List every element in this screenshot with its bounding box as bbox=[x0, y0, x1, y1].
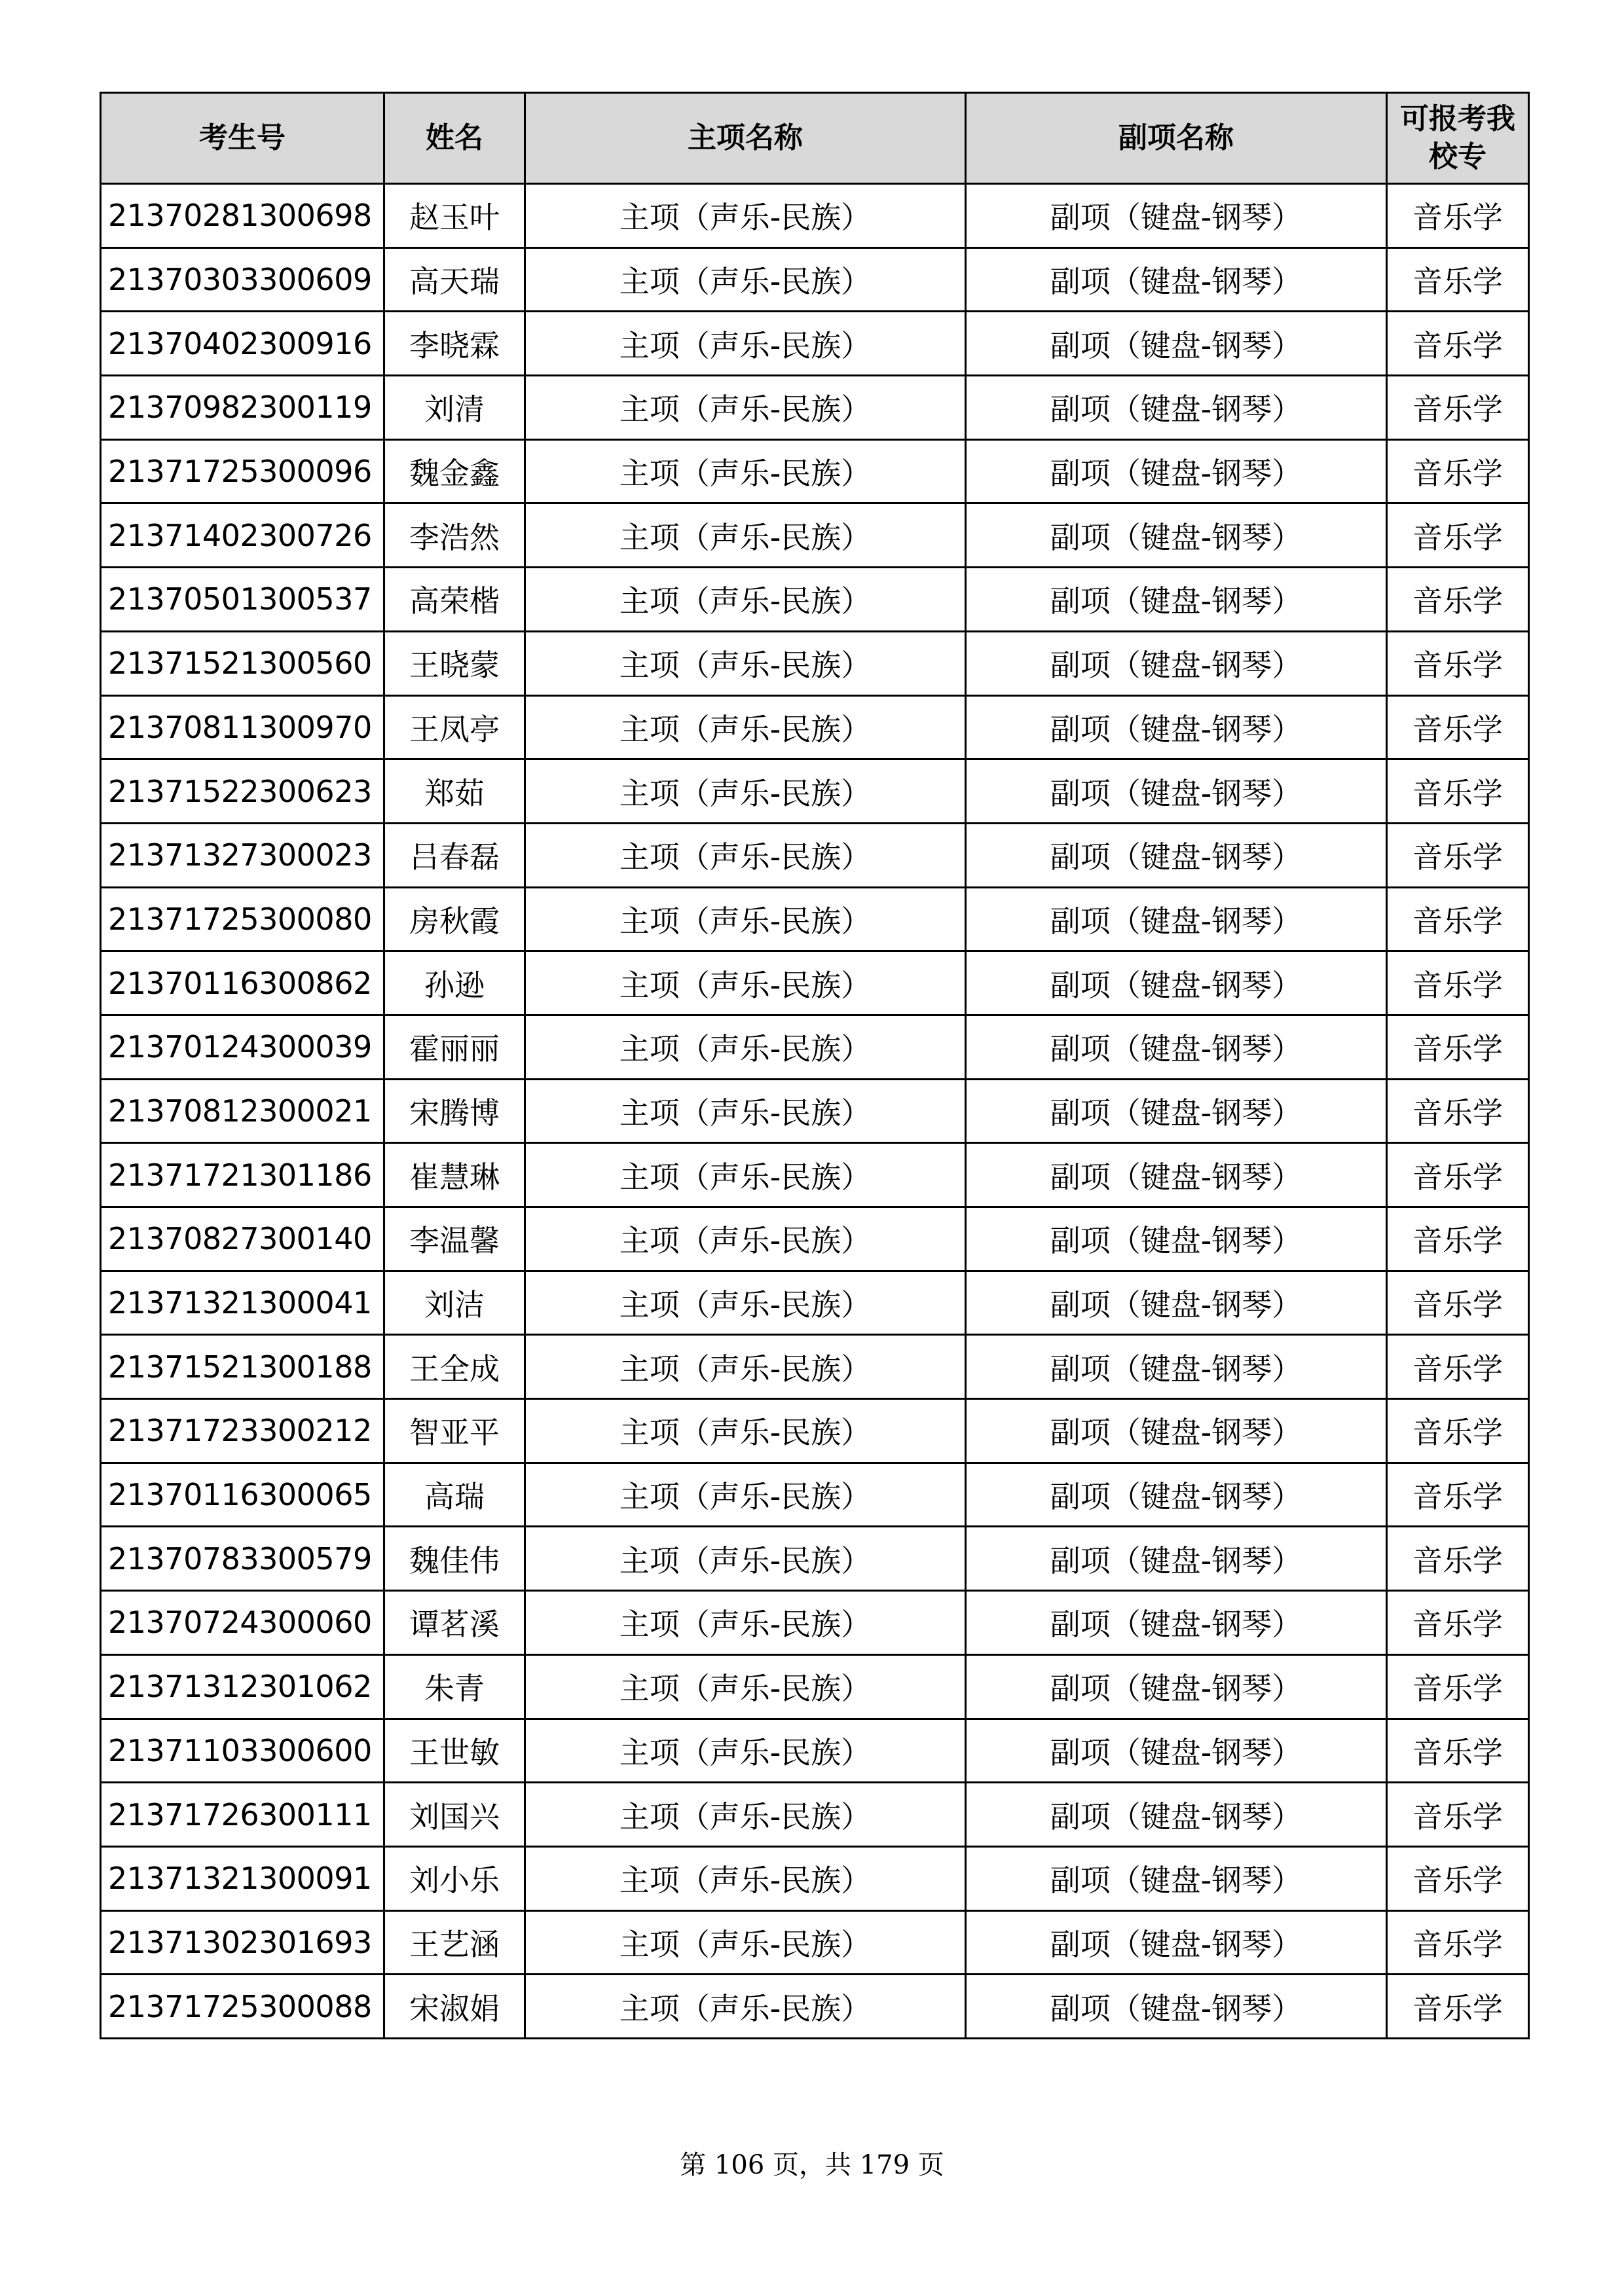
eligible-major-cell: 音乐学 bbox=[1387, 1591, 1529, 1655]
exam-number-cell: 21370827300140 bbox=[101, 1207, 384, 1271]
admission-table bbox=[100, 92, 1530, 2039]
table-row bbox=[101, 439, 1529, 503]
exam-number-cell: 21370501300537 bbox=[101, 568, 384, 632]
major-item-cell: 主项（声乐-民族） bbox=[525, 568, 966, 632]
name-cell: 刘国兴 bbox=[384, 1783, 525, 1847]
exam-number-cell: 21370124300039 bbox=[101, 1015, 384, 1079]
minor-item-cell: 副项（键盘-钢琴） bbox=[966, 1527, 1387, 1591]
major-item-cell: 主项（声乐-民族） bbox=[525, 1271, 966, 1335]
minor-item-cell: 副项（键盘-钢琴） bbox=[966, 247, 1387, 312]
major-item-cell: 主项（声乐-民族） bbox=[525, 759, 966, 824]
minor-item-cell: 副项（键盘-钢琴） bbox=[966, 695, 1387, 759]
table-row bbox=[101, 1591, 1529, 1655]
major-item-cell: 主项（声乐-民族） bbox=[525, 247, 966, 312]
table-row bbox=[101, 1527, 1529, 1591]
name-cell: 王世敏 bbox=[384, 1719, 525, 1783]
major-item-cell: 主项（声乐-民族） bbox=[525, 1591, 966, 1655]
table-row bbox=[101, 312, 1529, 376]
exam-number-cell: 21371103300600 bbox=[101, 1719, 384, 1783]
major-item-cell: 主项（声乐-民族） bbox=[525, 1143, 966, 1207]
exam-number-cell: 21370116300862 bbox=[101, 951, 384, 1015]
exam-number-cell: 21370982300119 bbox=[101, 376, 384, 440]
exam-number-cell: 21370783300579 bbox=[101, 1527, 384, 1591]
minor-item-cell: 副项（键盘-钢琴） bbox=[966, 1719, 1387, 1783]
name-cell: 王凤亭 bbox=[384, 695, 525, 759]
eligible-major-cell: 音乐学 bbox=[1387, 695, 1529, 759]
table-row bbox=[101, 1079, 1529, 1143]
exam-number-cell: 21370402300916 bbox=[101, 312, 384, 376]
minor-item-cell: 副项（键盘-钢琴） bbox=[966, 439, 1387, 503]
name-cell: 刘洁 bbox=[384, 1271, 525, 1335]
name-cell: 霍丽丽 bbox=[384, 1015, 525, 1079]
table-row bbox=[101, 1975, 1529, 2039]
eligible-major-cell: 音乐学 bbox=[1387, 503, 1529, 568]
name-cell: 吕春磊 bbox=[384, 823, 525, 887]
name-cell: 刘清 bbox=[384, 376, 525, 440]
major-item-cell: 主项（声乐-民族） bbox=[525, 439, 966, 503]
eligible-major-cell: 音乐学 bbox=[1387, 312, 1529, 376]
table-row bbox=[101, 1271, 1529, 1335]
table-row bbox=[101, 503, 1529, 568]
table-row bbox=[101, 1335, 1529, 1399]
table-row bbox=[101, 1463, 1529, 1527]
name-cell: 高天瑞 bbox=[384, 247, 525, 312]
exam-number-cell: 21371302301693 bbox=[101, 1910, 384, 1975]
exam-number-cell: 21371522300623 bbox=[101, 759, 384, 824]
table-row bbox=[101, 184, 1529, 248]
name-cell: 李浩然 bbox=[384, 503, 525, 568]
table-row bbox=[101, 1719, 1529, 1783]
name-cell: 崔慧琳 bbox=[384, 1143, 525, 1207]
eligible-major-cell: 音乐学 bbox=[1387, 887, 1529, 951]
name-cell: 智亚平 bbox=[384, 1399, 525, 1463]
header-major-item: 主项名称 bbox=[525, 93, 966, 184]
eligible-major-cell: 音乐学 bbox=[1387, 631, 1529, 695]
table-row bbox=[101, 1783, 1529, 1847]
page-number: 第 106 页，共 179 页 bbox=[680, 2150, 944, 2180]
name-cell: 宋淑娟 bbox=[384, 1975, 525, 2039]
minor-item-cell: 副项（键盘-钢琴） bbox=[966, 1654, 1387, 1719]
major-item-cell: 主项（声乐-民族） bbox=[525, 695, 966, 759]
exam-number-cell: 21371321300091 bbox=[101, 1846, 384, 1910]
major-item-cell: 主项（声乐-民族） bbox=[525, 887, 966, 951]
exam-number-cell: 21371327300023 bbox=[101, 823, 384, 887]
major-item-cell: 主项（声乐-民族） bbox=[525, 1783, 966, 1847]
table-row bbox=[101, 376, 1529, 440]
table-row bbox=[101, 695, 1529, 759]
eligible-major-cell: 音乐学 bbox=[1387, 1654, 1529, 1719]
minor-item-cell: 副项（键盘-钢琴） bbox=[966, 184, 1387, 248]
name-cell: 孙逊 bbox=[384, 951, 525, 1015]
name-cell: 李温馨 bbox=[384, 1207, 525, 1271]
table-row bbox=[101, 1910, 1529, 1975]
minor-item-cell: 副项（键盘-钢琴） bbox=[966, 1079, 1387, 1143]
table-row bbox=[101, 1207, 1529, 1271]
name-cell: 房秋霞 bbox=[384, 887, 525, 951]
table-row bbox=[101, 759, 1529, 824]
exam-number-cell: 21371721301186 bbox=[101, 1143, 384, 1207]
exam-number-cell: 21370281300698 bbox=[101, 184, 384, 248]
exam-number-cell: 21370116300065 bbox=[101, 1463, 384, 1527]
major-item-cell: 主项（声乐-民族） bbox=[525, 1015, 966, 1079]
minor-item-cell: 副项（键盘-钢琴） bbox=[966, 568, 1387, 632]
exam-number-cell: 21371321300041 bbox=[101, 1271, 384, 1335]
eligible-major-cell: 音乐学 bbox=[1387, 247, 1529, 312]
minor-item-cell: 副项（键盘-钢琴） bbox=[966, 1591, 1387, 1655]
eligible-major-cell: 音乐学 bbox=[1387, 376, 1529, 440]
minor-item-cell: 副项（键盘-钢琴） bbox=[966, 887, 1387, 951]
minor-item-cell: 副项（键盘-钢琴） bbox=[966, 631, 1387, 695]
minor-item-cell: 副项（键盘-钢琴） bbox=[966, 1975, 1387, 2039]
major-item-cell: 主项（声乐-民族） bbox=[525, 1463, 966, 1527]
name-cell: 王晓蒙 bbox=[384, 631, 525, 695]
eligible-major-cell: 音乐学 bbox=[1387, 1207, 1529, 1271]
header-name: 姓名 bbox=[384, 93, 525, 184]
major-item-cell: 主项（声乐-民族） bbox=[525, 1719, 966, 1783]
major-item-cell: 主项（声乐-民族） bbox=[525, 1527, 966, 1591]
minor-item-cell: 副项（键盘-钢琴） bbox=[966, 312, 1387, 376]
header-exam-number: 考生号 bbox=[101, 93, 384, 184]
exam-number-cell: 21370811300970 bbox=[101, 695, 384, 759]
eligible-major-cell: 音乐学 bbox=[1387, 1463, 1529, 1527]
table-row bbox=[101, 1654, 1529, 1719]
exam-number-cell: 21371521300188 bbox=[101, 1335, 384, 1399]
minor-item-cell: 副项（键盘-钢琴） bbox=[966, 1335, 1387, 1399]
major-item-cell: 主项（声乐-民族） bbox=[525, 1654, 966, 1719]
major-item-cell: 主项（声乐-民族） bbox=[525, 503, 966, 568]
major-item-cell: 主项（声乐-民族） bbox=[525, 184, 966, 248]
major-item-cell: 主项（声乐-民族） bbox=[525, 823, 966, 887]
minor-item-cell: 副项（键盘-钢琴） bbox=[966, 759, 1387, 824]
eligible-major-cell: 音乐学 bbox=[1387, 1975, 1529, 2039]
exam-number-cell: 21370724300060 bbox=[101, 1591, 384, 1655]
eligible-major-cell: 音乐学 bbox=[1387, 1079, 1529, 1143]
eligible-major-cell: 音乐学 bbox=[1387, 1719, 1529, 1783]
table-row bbox=[101, 1846, 1529, 1910]
major-item-cell: 主项（声乐-民族） bbox=[525, 1335, 966, 1399]
table-row bbox=[101, 568, 1529, 632]
eligible-major-cell: 音乐学 bbox=[1387, 1143, 1529, 1207]
major-item-cell: 主项（声乐-民族） bbox=[525, 1846, 966, 1910]
eligible-major-cell: 音乐学 bbox=[1387, 823, 1529, 887]
exam-number-cell: 21371725300088 bbox=[101, 1975, 384, 2039]
name-cell: 宋腾博 bbox=[384, 1079, 525, 1143]
exam-number-cell: 21370812300021 bbox=[101, 1079, 384, 1143]
minor-item-cell: 副项（键盘-钢琴） bbox=[966, 1015, 1387, 1079]
name-cell: 高荣楷 bbox=[384, 568, 525, 632]
header-minor-item: 副项名称 bbox=[966, 93, 1387, 184]
table-header bbox=[101, 93, 1529, 184]
major-item-cell: 主项（声乐-民族） bbox=[525, 1079, 966, 1143]
exam-number-cell: 21371725300096 bbox=[101, 439, 384, 503]
exam-number-cell: 21371312301062 bbox=[101, 1654, 384, 1719]
table-row bbox=[101, 951, 1529, 1015]
eligible-major-cell: 音乐学 bbox=[1387, 1527, 1529, 1591]
eligible-major-cell: 音乐学 bbox=[1387, 568, 1529, 632]
name-cell: 魏金鑫 bbox=[384, 439, 525, 503]
eligible-major-cell: 音乐学 bbox=[1387, 1846, 1529, 1910]
minor-item-cell: 副项（键盘-钢琴） bbox=[966, 1783, 1387, 1847]
minor-item-cell: 副项（键盘-钢琴） bbox=[966, 1399, 1387, 1463]
minor-item-cell: 副项（键盘-钢琴） bbox=[966, 503, 1387, 568]
name-cell: 李晓霖 bbox=[384, 312, 525, 376]
eligible-major-cell: 音乐学 bbox=[1387, 951, 1529, 1015]
table-row bbox=[101, 247, 1529, 312]
table-row bbox=[101, 1399, 1529, 1463]
major-item-cell: 主项（声乐-民族） bbox=[525, 631, 966, 695]
eligible-major-cell: 音乐学 bbox=[1387, 439, 1529, 503]
minor-item-cell: 副项（键盘-钢琴） bbox=[966, 823, 1387, 887]
name-cell: 郑茹 bbox=[384, 759, 525, 824]
major-item-cell: 主项（声乐-民族） bbox=[525, 1910, 966, 1975]
eligible-major-cell: 音乐学 bbox=[1387, 1910, 1529, 1975]
eligible-major-cell: 音乐学 bbox=[1387, 1399, 1529, 1463]
minor-item-cell: 副项（键盘-钢琴） bbox=[966, 1143, 1387, 1207]
major-item-cell: 主项（声乐-民族） bbox=[525, 312, 966, 376]
exam-number-cell: 21370303300609 bbox=[101, 247, 384, 312]
table-body bbox=[101, 184, 1529, 2039]
eligible-major-cell: 音乐学 bbox=[1387, 1271, 1529, 1335]
name-cell: 魏佳伟 bbox=[384, 1527, 525, 1591]
header-row bbox=[101, 93, 1529, 184]
table-row bbox=[101, 1143, 1529, 1207]
exam-number-cell: 21371402300726 bbox=[101, 503, 384, 568]
minor-item-cell: 副项（键盘-钢琴） bbox=[966, 1463, 1387, 1527]
minor-item-cell: 副项（键盘-钢琴） bbox=[966, 951, 1387, 1015]
name-cell: 王全成 bbox=[384, 1335, 525, 1399]
major-item-cell: 主项（声乐-民族） bbox=[525, 1975, 966, 2039]
exam-number-cell: 21371723300212 bbox=[101, 1399, 384, 1463]
name-cell: 王艺涵 bbox=[384, 1910, 525, 1975]
exam-number-cell: 21371725300080 bbox=[101, 887, 384, 951]
major-item-cell: 主项（声乐-民族） bbox=[525, 376, 966, 440]
major-item-cell: 主项（声乐-民族） bbox=[525, 1399, 966, 1463]
table-row bbox=[101, 1015, 1529, 1079]
name-cell: 朱青 bbox=[384, 1654, 525, 1719]
major-item-cell: 主项（声乐-民族） bbox=[525, 1207, 966, 1271]
name-cell: 刘小乐 bbox=[384, 1846, 525, 1910]
minor-item-cell: 副项（键盘-钢琴） bbox=[966, 1271, 1387, 1335]
table-row bbox=[101, 823, 1529, 887]
eligible-major-cell: 音乐学 bbox=[1387, 184, 1529, 248]
table-row bbox=[101, 631, 1529, 695]
eligible-major-cell: 音乐学 bbox=[1387, 1783, 1529, 1847]
table-row bbox=[101, 887, 1529, 951]
name-cell: 赵玉叶 bbox=[384, 184, 525, 248]
exam-number-cell: 21371726300111 bbox=[101, 1783, 384, 1847]
eligible-major-cell: 音乐学 bbox=[1387, 1335, 1529, 1399]
exam-number-cell: 21371521300560 bbox=[101, 631, 384, 695]
eligible-major-cell: 音乐学 bbox=[1387, 759, 1529, 824]
eligible-major-cell: 音乐学 bbox=[1387, 1015, 1529, 1079]
minor-item-cell: 副项（键盘-钢琴） bbox=[966, 1846, 1387, 1910]
name-cell: 高瑞 bbox=[384, 1463, 525, 1527]
minor-item-cell: 副项（键盘-钢琴） bbox=[966, 376, 1387, 440]
minor-item-cell: 副项（键盘-钢琴） bbox=[966, 1910, 1387, 1975]
name-cell: 谭茗溪 bbox=[384, 1591, 525, 1655]
minor-item-cell: 副项（键盘-钢琴） bbox=[966, 1207, 1387, 1271]
major-item-cell: 主项（声乐-民族） bbox=[525, 951, 966, 1015]
header-eligible-major: 可报考我校专 bbox=[1387, 93, 1529, 184]
